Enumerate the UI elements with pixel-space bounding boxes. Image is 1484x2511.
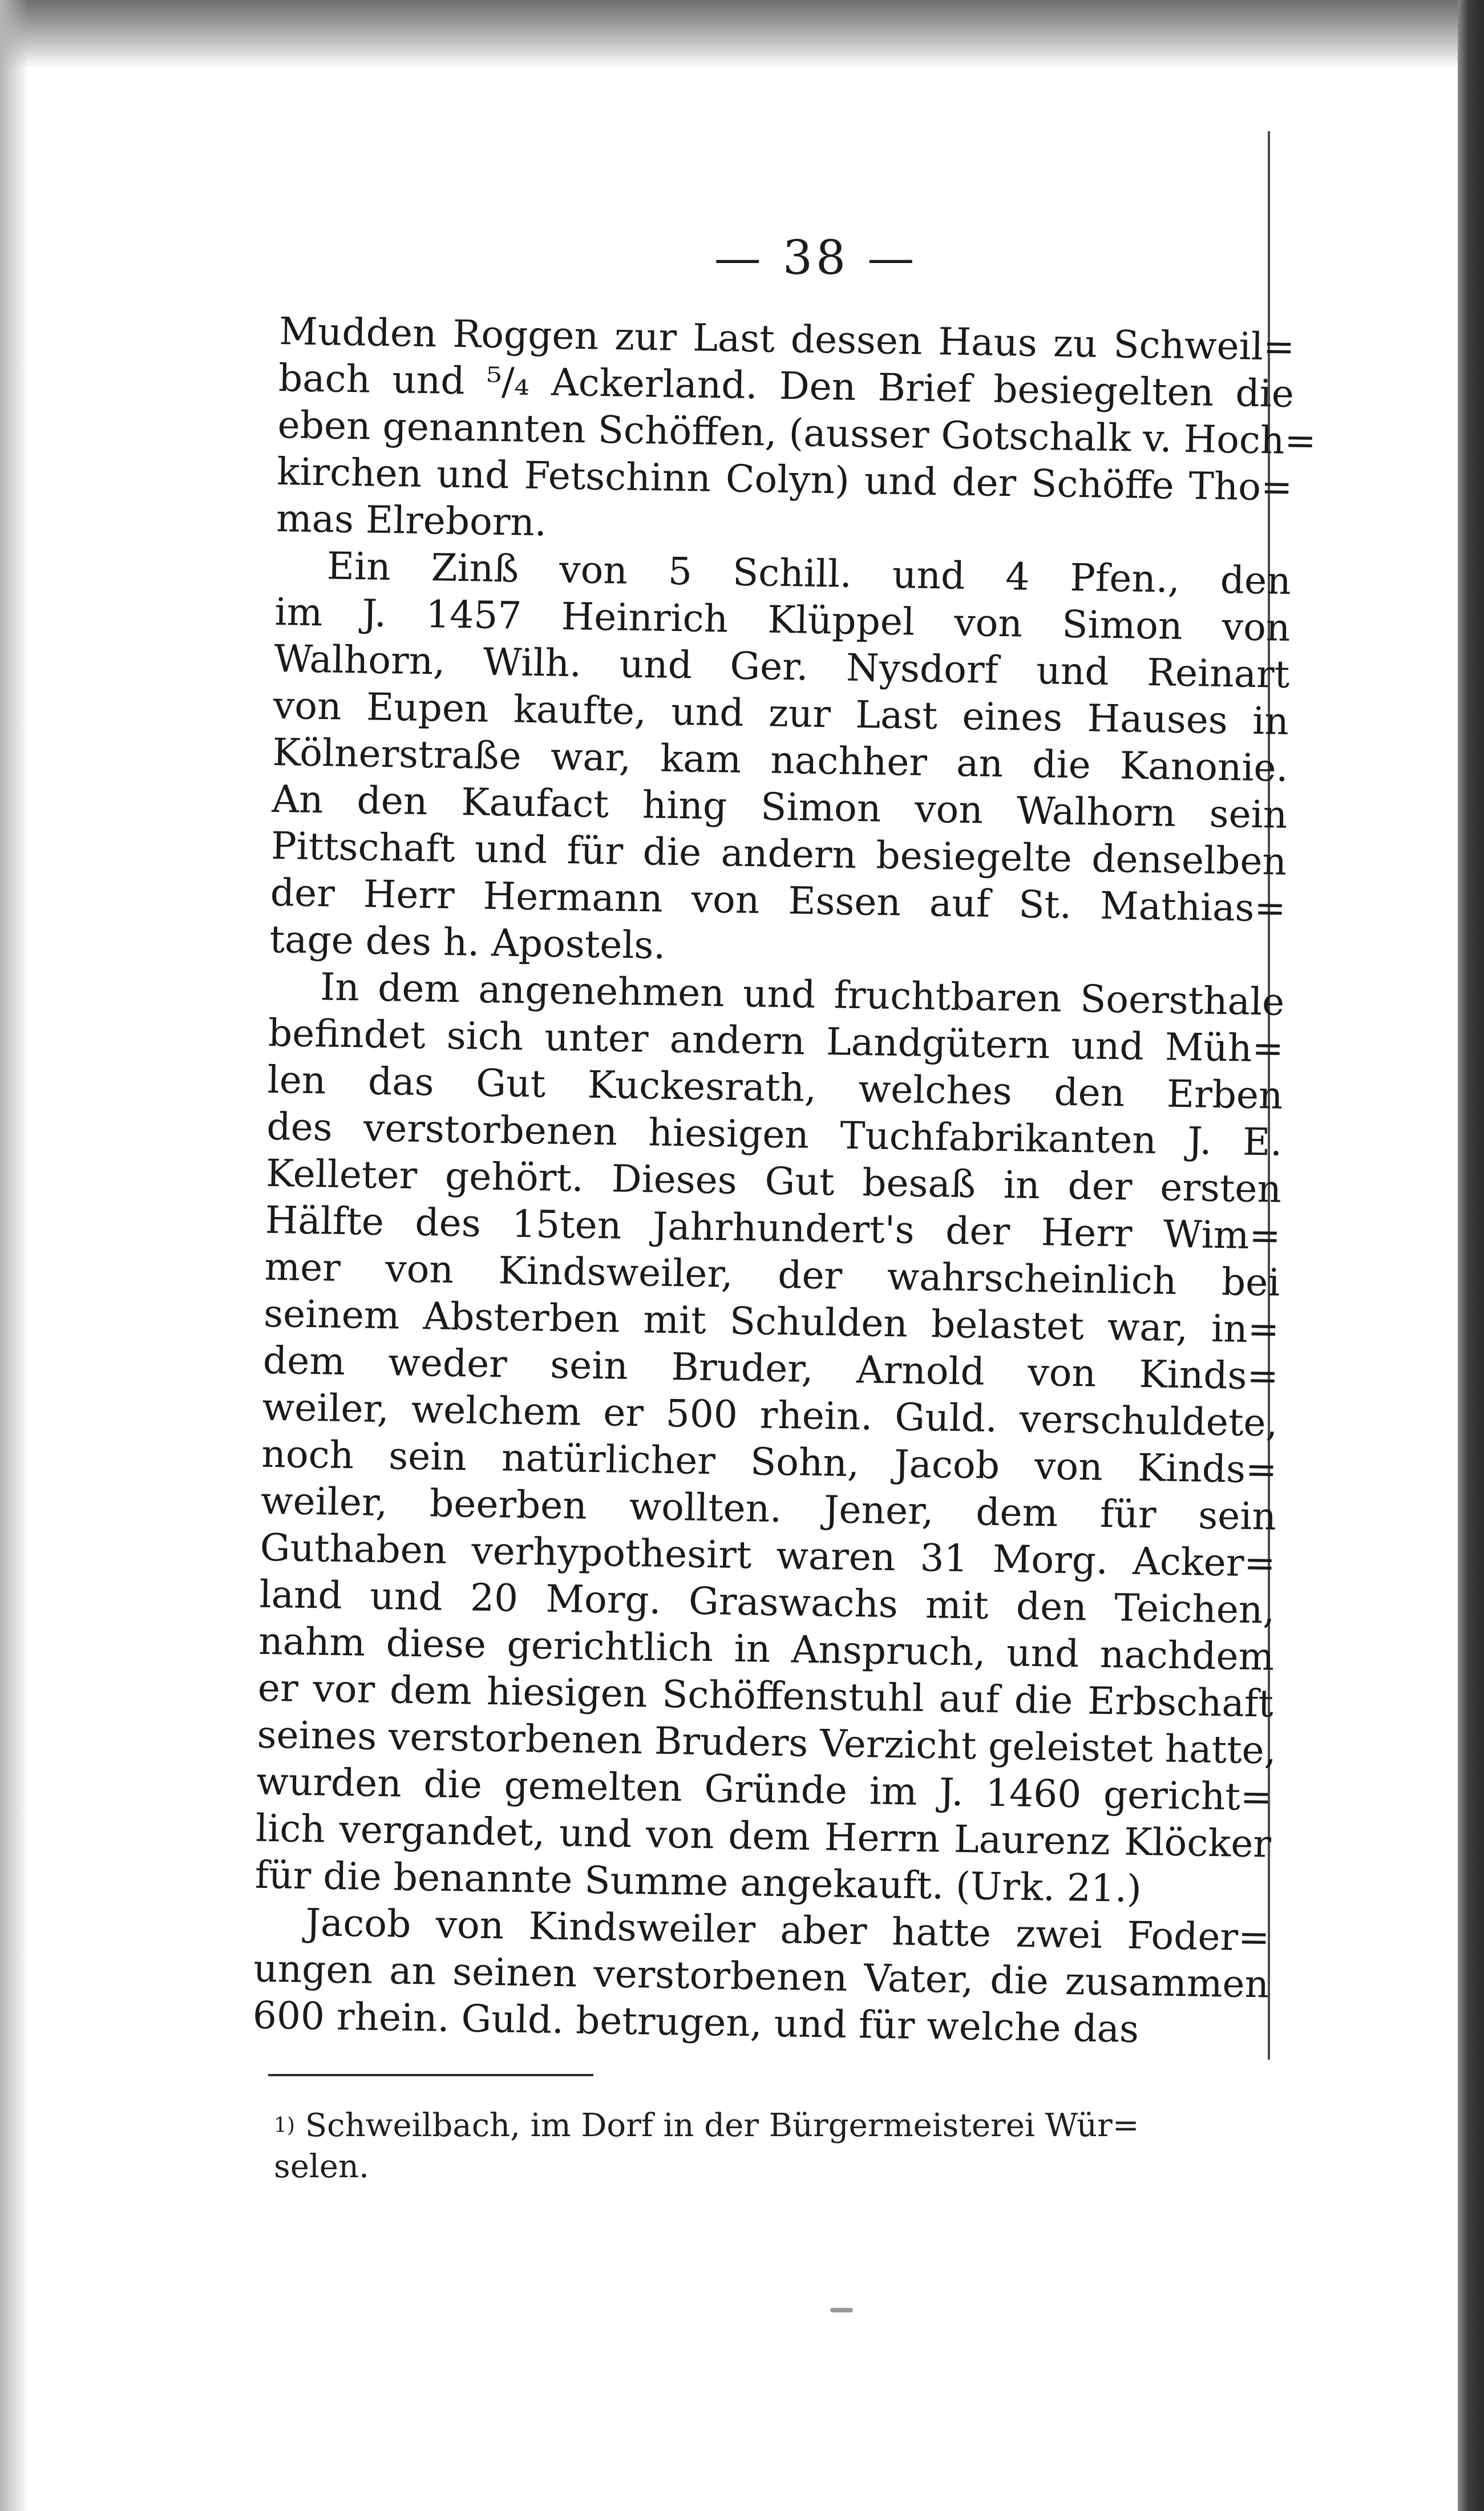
- text-line: der Herr Hermann von Essen auf St. Mathias=: [270, 870, 1287, 931]
- text-line: kirchen und Fetschinn Colyn) und der Schöffe Tho=: [276, 449, 1293, 510]
- text-line: Ein Zinß von 5 Schill. und 4 Pfen., den: [326, 544, 1292, 603]
- text-line: Jacob von Kindsweiler aber hatte zwei Foder=: [305, 1901, 1270, 1960]
- footnote-marker: 1): [274, 2114, 295, 2137]
- ink-smudge: [830, 2308, 853, 2312]
- text-line: eben genannten Schöffen, (ausser Gotschalk v. Hoch=: [277, 402, 1317, 463]
- text-line: seinem Absterben mit Schulden belastet war, in=: [263, 1291, 1280, 1352]
- text-line: mer von Kindsweiler, der wahrscheinlich bei: [264, 1244, 1280, 1305]
- text-line: weiler, beerben wollten. Jener, dem für sein: [260, 1478, 1277, 1539]
- text-line: im J. 1457 Heinrich Klüppel von Simon von: [274, 589, 1291, 650]
- text-line: Guthaben verhypothesirt waren 31 Morg. Acker=: [260, 1525, 1276, 1586]
- text-line: er vor dem hiesigen Schöffenstuhl auf die Erbschaft: [257, 1665, 1274, 1726]
- text-line: len das Gut Kuckesrath, welches den Erben: [267, 1057, 1284, 1118]
- text-line: Hälfte des 15ten Jahrhundert's der Herr Wim=: [265, 1198, 1281, 1258]
- text-line: Kelleter gehört. Dieses Gut besaß in der ersten: [265, 1151, 1282, 1211]
- page-left-shadow: [0, 0, 29, 2511]
- text-line: bach und ⁵/₄ Ackerland. Den Brief besiegelten die: [278, 355, 1295, 416]
- text-line: Pittschaft und für die andern besiegelte denselben: [270, 823, 1287, 884]
- text-line: 600 rhein. Guld. betrugen, und für welche das: [252, 1993, 1139, 2052]
- binding-edge: [1458, 0, 1484, 2511]
- text-line: noch sein natürlicher Sohn, Jacob von Kinds=: [261, 1432, 1277, 1492]
- text-line: befindet sich unter andern Landgütern und Müh=: [268, 1010, 1284, 1071]
- text-line: von Eupen kaufte, und zur Last eines Hauses in: [273, 683, 1289, 743]
- text-line: weiler, welchem er 500 rhein. Guld. verschuldete,: [262, 1385, 1279, 1445]
- text-line: land und 20 Morg. Graswachs mit den Teichen,: [258, 1572, 1275, 1632]
- text-line: In dem angenehmen und fruchtbaren Soersthale: [320, 965, 1285, 1024]
- page-number: — 38 —: [714, 231, 918, 285]
- text-line: dem weder sein Bruder, Arnold von Kinds=: [262, 1338, 1279, 1398]
- footnote-text: Schweilbach, im Dorf in der Bürgermeisterei Wür=: [305, 2107, 1139, 2144]
- body-text: [252, 308, 1317, 2055]
- footnote-line: [274, 2105, 1255, 2146]
- text-line: tage des h. Apostels.: [269, 917, 666, 968]
- text-line: Kölnerstraße war, kam nachher an die Kanonie.: [272, 730, 1289, 790]
- footnote-divider: [268, 2074, 593, 2076]
- text-line: ungen an seinen verstorbenen Vater, die zusammen: [253, 1946, 1269, 2007]
- text-line: Walhorn, Wilh. und Ger. Nysdorf und Reinart: [273, 636, 1290, 697]
- text-line: An den Kaufact hing Simon von Walhorn sein: [271, 777, 1288, 837]
- text-line: wurden die gemelten Gründe im J. 1460 gericht=: [256, 1759, 1272, 1819]
- text-line: für die benannte Summe angekauft. (Urk. 21.): [254, 1853, 1142, 1911]
- text-line: seines verstorbenen Bruders Verzicht geleistet hatte,: [257, 1712, 1277, 1773]
- text-line: Mudden Roggen zur Last dessen Haus zu Schweil=: [278, 309, 1295, 369]
- text-line: nahm diese gerichtlich in Anspruch, und nachdem: [258, 1619, 1275, 1679]
- text-line: des verstorbenen hiesigen Tuchfabrikanten J. E.: [266, 1104, 1283, 1164]
- footnote-line: selen.: [274, 2148, 369, 2185]
- text-line: lich vergandet, und von dem Herrn Laurenz Klöcker: [255, 1806, 1272, 1866]
- page-top-shadow: [0, 0, 1484, 68]
- text-line: mas Elreborn.: [276, 496, 547, 545]
- footnote: [274, 2105, 1255, 2187]
